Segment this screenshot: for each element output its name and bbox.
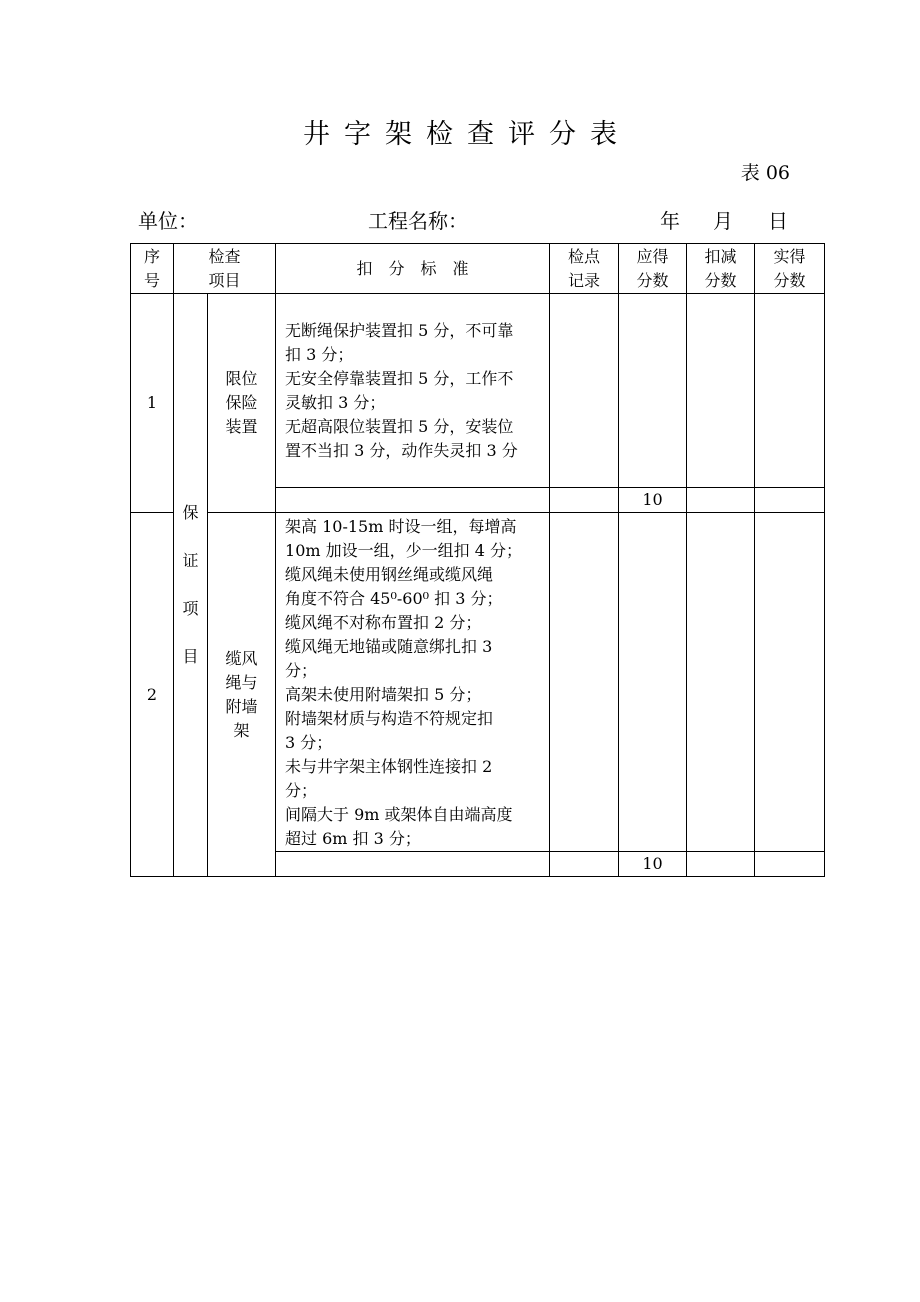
row-actual-score <box>755 294 825 488</box>
row-record <box>550 294 619 488</box>
row-due-score-empty <box>619 294 687 488</box>
header-actual-score: 实得 分数 <box>755 244 825 294</box>
row-standard: 架高 10-15m 时设一组，每增高 10m 加设一组，少一组扣 4 分； 缆风绳未使用钢丝绳或缆风绳 角度不符合 45⁰-60⁰ 扣 3 分； 缆风绳不对称布置扣 2 分； 缆风绳无地锚或随意绑扎扣 3 分； 高架未使用附墙架扣 5 分； 附墙架材质与构造不符规定扣 3 分； 未与井字架主体钢性连接扣 2 分； 间隔大于 9m 或架体自由端高度 超过 6m 扣 3 分； <box>276 513 550 852</box>
header-record: 检点 记录 <box>550 244 619 294</box>
subtotal-actual-score <box>755 488 825 513</box>
category-cell: 保 证 项 目 <box>174 294 208 877</box>
table-row <box>131 294 825 488</box>
year-label: 年 <box>660 209 680 233</box>
score-table <box>130 243 825 877</box>
subtotal-standard <box>276 488 550 513</box>
header-due-score: 应得 分数 <box>619 244 687 294</box>
table-row <box>131 513 825 852</box>
unit-label: 单位： <box>138 209 198 233</box>
subtotal-actual-score <box>755 852 825 877</box>
subtotal-deduct-score <box>687 488 755 513</box>
subtotal-standard <box>276 852 550 877</box>
row-seq: 2 <box>131 513 174 877</box>
row-seq: 1 <box>131 294 174 513</box>
row-record <box>550 513 619 852</box>
row-item: 限位 保险 装置 <box>208 294 276 513</box>
header-standard: 扣 分 标 准 <box>276 244 550 294</box>
table-code: 表 06 <box>740 162 790 184</box>
page-title: 井字架检查评分表 <box>303 119 631 150</box>
header-check-item: 检查 项目 <box>174 244 276 294</box>
row-actual-score <box>755 513 825 852</box>
row-due-score-empty <box>619 513 687 852</box>
header-row <box>131 244 825 294</box>
row-standard: 无断绳保护装置扣 5 分，不可靠 扣 3 分； 无安全停靠装置扣 5 分，工作不 灵敏扣 3 分； 无超高限位装置扣 5 分，安装位 置不当扣 3 分，动作失灵扣 3 分 <box>276 294 550 488</box>
subtotal-deduct-score <box>687 852 755 877</box>
row-item: 缆风 绳与 附墙 架 <box>208 513 276 877</box>
month-label: 月 <box>713 209 733 233</box>
row-deduct-score <box>687 513 755 852</box>
row-deduct-score <box>687 294 755 488</box>
day-label: 日 <box>768 209 788 233</box>
subtotal-record <box>550 852 619 877</box>
header-deduct-score: 扣减 分数 <box>687 244 755 294</box>
subtotal-due-score: 10 <box>619 852 687 877</box>
project-name-label: 工程名称： <box>368 209 468 233</box>
subtotal-record <box>550 488 619 513</box>
header-seq: 序 号 <box>131 244 174 294</box>
subtotal-due-score: 10 <box>619 488 687 513</box>
